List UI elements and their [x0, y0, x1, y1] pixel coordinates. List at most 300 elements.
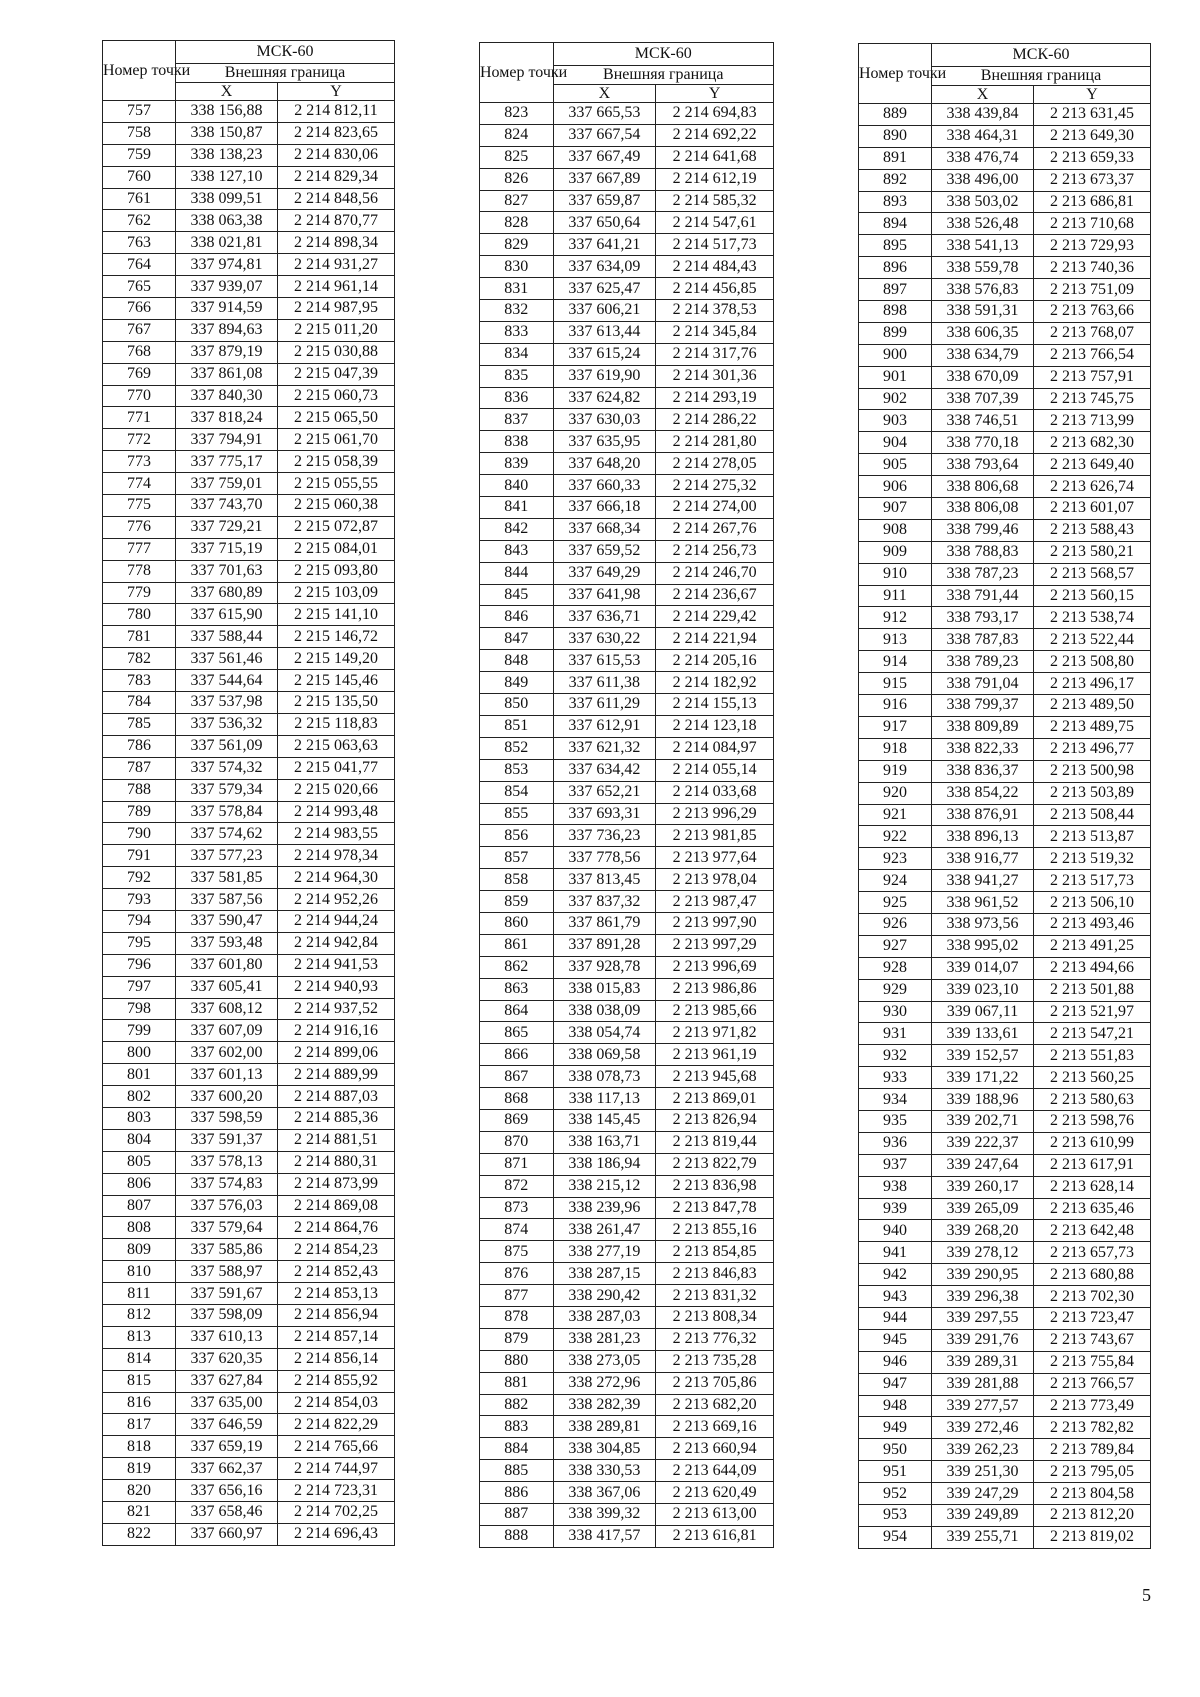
point-number-cell: 870	[480, 1131, 554, 1153]
x-coordinate-cell: 339 291,76	[932, 1329, 1034, 1351]
y-coordinate-cell: 2 214 931,27	[278, 254, 395, 276]
y-coordinate-cell: 2 215 060,38	[278, 495, 395, 517]
x-coordinate-cell: 337 598,09	[176, 1304, 278, 1326]
y-coordinate-cell: 2 213 812,20	[1034, 1505, 1151, 1527]
point-number-cell: 846	[480, 606, 554, 628]
y-coordinate-cell: 2 213 826,94	[656, 1109, 774, 1131]
x-coordinate-cell: 338 799,37	[932, 695, 1034, 717]
x-coordinate-cell: 338 099,51	[176, 188, 278, 210]
y-coordinate-cell: 2 213 521,97	[1034, 1001, 1151, 1023]
x-coordinate-cell: 339 290,95	[932, 1264, 1034, 1286]
y-coordinate-cell: 2 215 030,88	[278, 341, 395, 363]
x-coordinate-cell: 338 439,84	[932, 104, 1034, 126]
y-coordinate-cell: 2 214 829,34	[278, 166, 395, 188]
y-coordinate-cell: 2 214 281,80	[656, 431, 774, 453]
point-number-cell: 929	[859, 979, 932, 1001]
x-coordinate-cell: 338 063,38	[176, 210, 278, 232]
table-row	[103, 1064, 395, 1086]
table-row	[480, 1482, 774, 1504]
x-coordinate-cell: 338 541,13	[932, 235, 1034, 257]
x-coordinate-cell: 338 806,68	[932, 476, 1034, 498]
y-coordinate-cell: 2 214 267,76	[656, 518, 774, 540]
coordinates-table-1	[102, 40, 395, 1546]
table-row	[859, 541, 1151, 563]
table-row	[103, 232, 395, 254]
x-coordinate-cell: 338 916,77	[932, 848, 1034, 870]
header-boundary: Внешняя граница	[932, 67, 1151, 86]
x-coordinate-cell: 338 822,33	[932, 738, 1034, 760]
point-number-cell: 789	[103, 801, 176, 823]
point-number-cell: 884	[480, 1438, 554, 1460]
x-coordinate-cell: 338 770,18	[932, 432, 1034, 454]
point-number-cell: 824	[480, 124, 554, 146]
y-coordinate-cell: 2 213 489,50	[1034, 695, 1151, 717]
point-number-cell: 898	[859, 301, 932, 323]
point-number-cell: 953	[859, 1505, 932, 1527]
x-coordinate-cell: 337 659,52	[553, 540, 656, 562]
table-row	[859, 344, 1151, 366]
y-coordinate-cell: 2 213 560,25	[1034, 1067, 1151, 1089]
table-row	[480, 1263, 774, 1285]
x-coordinate-cell: 337 662,37	[176, 1458, 278, 1480]
table-row	[480, 1525, 774, 1547]
y-coordinate-cell: 2 214 484,43	[656, 256, 774, 278]
point-number-cell: 882	[480, 1394, 554, 1416]
table-row	[103, 341, 395, 363]
table-row	[103, 626, 395, 648]
point-number-cell: 798	[103, 998, 176, 1020]
y-coordinate-cell: 2 214 822,29	[278, 1414, 395, 1436]
y-coordinate-cell: 2 214 978,34	[278, 845, 395, 867]
point-number-cell: 915	[859, 673, 932, 695]
x-coordinate-cell: 339 152,57	[932, 1045, 1034, 1067]
x-coordinate-cell: 337 736,23	[553, 825, 656, 847]
point-number-cell: 931	[859, 1023, 932, 1045]
x-coordinate-cell: 338 289,81	[553, 1416, 656, 1438]
point-number-cell: 890	[859, 125, 932, 147]
table-row	[859, 870, 1151, 892]
table-row	[103, 801, 395, 823]
point-number-cell: 908	[859, 519, 932, 541]
y-coordinate-cell: 2 213 580,21	[1034, 541, 1151, 563]
table-row	[103, 1326, 395, 1348]
x-coordinate-cell: 337 778,56	[553, 847, 656, 869]
y-coordinate-cell: 2 214 301,36	[656, 365, 774, 387]
point-number-cell: 829	[480, 234, 554, 256]
table-row	[859, 1220, 1151, 1242]
table-row	[103, 1195, 395, 1217]
point-number-cell: 777	[103, 538, 176, 560]
table-row	[859, 1067, 1151, 1089]
y-coordinate-cell: 2 215 145,46	[278, 670, 395, 692]
y-coordinate-cell: 2 213 496,77	[1034, 738, 1151, 760]
table-row	[103, 363, 395, 385]
y-coordinate-cell: 2 214 983,55	[278, 823, 395, 845]
x-coordinate-cell: 337 928,78	[553, 956, 656, 978]
table-row	[859, 125, 1151, 147]
x-coordinate-cell: 337 813,45	[553, 869, 656, 891]
x-coordinate-cell: 338 707,39	[932, 388, 1034, 410]
y-coordinate-cell: 2 213 649,30	[1034, 125, 1151, 147]
y-coordinate-cell: 2 213 649,40	[1034, 454, 1151, 476]
x-coordinate-cell: 338 021,81	[176, 232, 278, 254]
point-number-cell: 906	[859, 476, 932, 498]
point-number-cell: 911	[859, 585, 932, 607]
point-number-cell: 831	[480, 278, 554, 300]
point-number-cell: 936	[859, 1132, 932, 1154]
table-row	[480, 518, 774, 540]
x-coordinate-cell: 339 272,46	[932, 1417, 1034, 1439]
y-coordinate-cell: 2 213 517,73	[1034, 870, 1151, 892]
table-row	[480, 978, 774, 1000]
y-coordinate-cell: 2 215 055,55	[278, 473, 395, 495]
point-number-cell: 935	[859, 1110, 932, 1132]
point-number-cell: 866	[480, 1044, 554, 1066]
y-coordinate-cell: 2 215 011,20	[278, 319, 395, 341]
y-coordinate-cell: 2 213 513,87	[1034, 826, 1151, 848]
point-number-cell: 891	[859, 147, 932, 169]
y-coordinate-cell: 2 213 500,98	[1034, 760, 1151, 782]
x-coordinate-cell: 337 630,22	[553, 628, 656, 650]
x-coordinate-cell: 339 014,07	[932, 957, 1034, 979]
y-coordinate-cell: 2 215 065,50	[278, 407, 395, 429]
table-row	[103, 1502, 395, 1524]
y-coordinate-cell: 2 214 941,53	[278, 954, 395, 976]
point-number-cell: 767	[103, 319, 176, 341]
y-coordinate-cell: 2 213 551,83	[1034, 1045, 1151, 1067]
x-coordinate-cell: 338 150,87	[176, 122, 278, 144]
point-number-cell: 772	[103, 429, 176, 451]
y-coordinate-cell: 2 214 952,26	[278, 889, 395, 911]
x-coordinate-cell: 338 799,46	[932, 519, 1034, 541]
point-number-cell: 838	[480, 431, 554, 453]
point-number-cell: 902	[859, 388, 932, 410]
x-coordinate-cell: 337 588,44	[176, 626, 278, 648]
x-coordinate-cell: 337 861,08	[176, 363, 278, 385]
x-coordinate-cell: 339 133,61	[932, 1023, 1034, 1045]
point-number-cell: 847	[480, 628, 554, 650]
point-number-cell: 833	[480, 321, 554, 343]
point-number-cell: 909	[859, 541, 932, 563]
table-row	[103, 670, 395, 692]
x-coordinate-cell: 339 247,29	[932, 1483, 1034, 1505]
table-row	[859, 848, 1151, 870]
table-row	[480, 737, 774, 759]
x-coordinate-cell: 337 743,70	[176, 495, 278, 517]
point-number-cell: 900	[859, 344, 932, 366]
point-number-cell: 764	[103, 254, 176, 276]
point-number-cell: 895	[859, 235, 932, 257]
point-number-cell: 888	[480, 1525, 554, 1547]
table-row	[103, 1151, 395, 1173]
x-coordinate-cell: 338 290,42	[553, 1285, 656, 1307]
point-number-cell: 927	[859, 935, 932, 957]
point-number-cell: 860	[480, 912, 554, 934]
y-coordinate-cell: 2 213 617,91	[1034, 1154, 1151, 1176]
point-number-cell: 821	[103, 1502, 176, 1524]
point-number-cell: 786	[103, 735, 176, 757]
table-row	[480, 431, 774, 453]
y-coordinate-cell: 2 213 836,98	[656, 1175, 774, 1197]
point-number-cell: 791	[103, 845, 176, 867]
point-number-cell: 859	[480, 891, 554, 913]
table-row	[480, 497, 774, 519]
table-row	[480, 1175, 774, 1197]
x-coordinate-cell: 337 636,71	[553, 606, 656, 628]
x-coordinate-cell: 338 995,02	[932, 935, 1034, 957]
coordinates-table-2	[479, 42, 774, 1548]
x-coordinate-cell: 337 591,37	[176, 1129, 278, 1151]
x-coordinate-cell: 337 894,63	[176, 319, 278, 341]
table-row	[859, 1176, 1151, 1198]
table-row	[480, 1066, 774, 1088]
point-number-cell: 768	[103, 341, 176, 363]
table-row	[859, 191, 1151, 213]
table-row	[103, 823, 395, 845]
table-row	[480, 168, 774, 190]
x-coordinate-cell: 339 067,11	[932, 1001, 1034, 1023]
y-coordinate-cell: 2 214 869,08	[278, 1195, 395, 1217]
point-number-cell: 788	[103, 779, 176, 801]
y-coordinate-cell: 2 213 869,01	[656, 1088, 774, 1110]
point-number-cell: 797	[103, 976, 176, 998]
point-number-cell: 873	[480, 1197, 554, 1219]
x-coordinate-cell: 337 578,13	[176, 1151, 278, 1173]
x-coordinate-cell: 338 261,47	[553, 1219, 656, 1241]
table-row	[480, 540, 774, 562]
point-number-cell: 904	[859, 432, 932, 454]
table-row	[480, 694, 774, 716]
table-row	[859, 432, 1151, 454]
table-row	[859, 1154, 1151, 1176]
point-number-cell: 759	[103, 144, 176, 166]
x-coordinate-cell: 337 939,07	[176, 276, 278, 298]
x-coordinate-cell: 337 574,62	[176, 823, 278, 845]
x-coordinate-cell: 338 961,52	[932, 892, 1034, 914]
point-number-cell: 804	[103, 1129, 176, 1151]
y-coordinate-cell: 2 213 626,74	[1034, 476, 1151, 498]
y-coordinate-cell: 2 213 702,30	[1034, 1286, 1151, 1308]
y-coordinate-cell: 2 214 856,94	[278, 1304, 395, 1326]
point-number-cell: 914	[859, 651, 932, 673]
y-coordinate-cell: 2 215 058,39	[278, 451, 395, 473]
point-number-cell: 782	[103, 648, 176, 670]
y-coordinate-cell: 2 215 061,70	[278, 429, 395, 451]
table-row	[103, 122, 395, 144]
y-coordinate-cell: 2 214 692,22	[656, 124, 774, 146]
table-row	[103, 1086, 395, 1108]
x-coordinate-cell: 337 635,00	[176, 1392, 278, 1414]
point-number-cell: 943	[859, 1286, 932, 1308]
x-coordinate-cell: 337 593,48	[176, 932, 278, 954]
table-row	[859, 738, 1151, 760]
table-row	[859, 322, 1151, 344]
point-number-cell: 771	[103, 407, 176, 429]
point-number-cell: 856	[480, 825, 554, 847]
table-row	[103, 1217, 395, 1239]
x-coordinate-cell: 337 601,80	[176, 954, 278, 976]
point-number-cell: 841	[480, 497, 554, 519]
x-coordinate-cell: 337 591,67	[176, 1283, 278, 1305]
point-number-cell: 917	[859, 716, 932, 738]
y-coordinate-cell: 2 213 680,88	[1034, 1264, 1151, 1286]
x-coordinate-cell: 339 278,12	[932, 1242, 1034, 1264]
y-coordinate-cell: 2 213 978,04	[656, 869, 774, 891]
table-row	[480, 562, 774, 584]
y-coordinate-cell: 2 213 723,47	[1034, 1307, 1151, 1329]
x-coordinate-cell: 337 590,47	[176, 910, 278, 932]
x-coordinate-cell: 338 038,09	[553, 1000, 656, 1022]
point-number-cell: 832	[480, 300, 554, 322]
x-coordinate-cell: 338 138,23	[176, 144, 278, 166]
point-number-cell: 816	[103, 1392, 176, 1414]
x-coordinate-cell: 338 791,44	[932, 585, 1034, 607]
x-coordinate-cell: 337 624,82	[553, 387, 656, 409]
table-row	[480, 387, 774, 409]
y-coordinate-cell: 2 214 345,84	[656, 321, 774, 343]
x-coordinate-cell: 337 605,41	[176, 976, 278, 998]
point-number-cell: 913	[859, 629, 932, 651]
point-number-cell: 758	[103, 122, 176, 144]
point-number-cell: 842	[480, 518, 554, 540]
y-coordinate-cell: 2 215 093,80	[278, 560, 395, 582]
y-coordinate-cell: 2 214 246,70	[656, 562, 774, 584]
y-coordinate-cell: 2 215 149,20	[278, 648, 395, 670]
x-coordinate-cell: 337 665,53	[553, 103, 656, 125]
point-number-cell: 837	[480, 409, 554, 431]
x-coordinate-cell: 337 974,81	[176, 254, 278, 276]
y-coordinate-cell: 2 213 945,68	[656, 1066, 774, 1088]
x-coordinate-cell: 337 608,12	[176, 998, 278, 1020]
table-row	[103, 582, 395, 604]
y-coordinate-cell: 2 214 274,00	[656, 497, 774, 519]
x-coordinate-cell: 338 806,08	[932, 498, 1034, 520]
x-coordinate-cell: 338 272,96	[553, 1372, 656, 1394]
y-coordinate-cell: 2 213 996,29	[656, 803, 774, 825]
x-coordinate-cell: 337 630,03	[553, 409, 656, 431]
x-coordinate-cell: 337 587,56	[176, 889, 278, 911]
point-number-cell: 778	[103, 560, 176, 582]
x-coordinate-cell: 337 667,49	[553, 146, 656, 168]
x-coordinate-cell: 337 536,32	[176, 713, 278, 735]
x-coordinate-cell: 337 615,90	[176, 604, 278, 626]
table-row	[480, 1109, 774, 1131]
table-row	[859, 695, 1151, 717]
table-row	[103, 692, 395, 714]
table-row	[480, 759, 774, 781]
point-number-cell: 760	[103, 166, 176, 188]
table-row	[103, 1523, 395, 1545]
table-row	[859, 826, 1151, 848]
y-coordinate-cell: 2 214 854,23	[278, 1239, 395, 1261]
table-row	[859, 1110, 1151, 1132]
x-coordinate-cell: 339 260,17	[932, 1176, 1034, 1198]
x-coordinate-cell: 338 787,83	[932, 629, 1034, 651]
point-number-cell: 757	[103, 101, 176, 123]
y-coordinate-cell: 2 213 782,82	[1034, 1417, 1151, 1439]
x-coordinate-cell: 338 117,13	[553, 1088, 656, 1110]
y-coordinate-cell: 2 213 588,43	[1034, 519, 1151, 541]
x-coordinate-cell: 337 600,20	[176, 1086, 278, 1108]
point-number-cell: 877	[480, 1285, 554, 1307]
x-coordinate-cell: 337 759,01	[176, 473, 278, 495]
table-row	[859, 1483, 1151, 1505]
table-row	[480, 628, 774, 650]
y-coordinate-cell: 2 214 378,53	[656, 300, 774, 322]
point-number-cell: 818	[103, 1436, 176, 1458]
y-coordinate-cell: 2 213 743,67	[1034, 1329, 1151, 1351]
x-coordinate-cell: 338 239,96	[553, 1197, 656, 1219]
y-coordinate-cell: 2 213 620,49	[656, 1482, 774, 1504]
table-row	[859, 1242, 1151, 1264]
table-row	[103, 932, 395, 954]
table-row	[103, 889, 395, 911]
point-number-cell: 857	[480, 847, 554, 869]
point-number-cell: 811	[103, 1283, 176, 1305]
x-coordinate-cell: 338 330,53	[553, 1460, 656, 1482]
table-row	[859, 629, 1151, 651]
x-coordinate-cell: 338 281,23	[553, 1328, 656, 1350]
table-row	[859, 1505, 1151, 1527]
point-number-cell: 765	[103, 276, 176, 298]
point-number-cell: 896	[859, 257, 932, 279]
point-number-cell: 946	[859, 1351, 932, 1373]
table-row	[480, 256, 774, 278]
y-coordinate-cell: 2 213 977,64	[656, 847, 774, 869]
y-coordinate-cell: 2 213 847,78	[656, 1197, 774, 1219]
y-coordinate-cell: 2 214 852,43	[278, 1261, 395, 1283]
table-row	[480, 1153, 774, 1175]
table-row	[480, 1000, 774, 1022]
header-x: X	[932, 86, 1034, 104]
y-coordinate-cell: 2 213 996,69	[656, 956, 774, 978]
table-row	[480, 1285, 774, 1307]
table-row	[480, 1372, 774, 1394]
x-coordinate-cell: 338 503,02	[932, 191, 1034, 213]
point-number-cell: 868	[480, 1088, 554, 1110]
y-coordinate-cell: 2 214 612,19	[656, 168, 774, 190]
point-number-cell: 776	[103, 516, 176, 538]
table-row	[103, 845, 395, 867]
x-coordinate-cell: 338 591,31	[932, 301, 1034, 323]
header-coordinate-system: МСК-60	[553, 43, 774, 66]
point-number-cell: 921	[859, 804, 932, 826]
point-number-cell: 851	[480, 715, 554, 737]
x-coordinate-cell: 339 289,31	[932, 1351, 1034, 1373]
point-number-cell: 850	[480, 694, 554, 716]
table-row	[480, 146, 774, 168]
x-coordinate-cell: 339 023,10	[932, 979, 1034, 1001]
table-row	[859, 563, 1151, 585]
point-number-cell: 763	[103, 232, 176, 254]
y-coordinate-cell: 2 213 855,16	[656, 1219, 774, 1241]
point-number-cell: 907	[859, 498, 932, 520]
point-number-cell: 809	[103, 1239, 176, 1261]
point-number-cell: 933	[859, 1067, 932, 1089]
y-coordinate-cell: 2 213 819,02	[1034, 1526, 1151, 1548]
x-coordinate-cell: 337 634,09	[553, 256, 656, 278]
y-coordinate-cell: 2 214 547,61	[656, 212, 774, 234]
point-number-cell: 871	[480, 1153, 554, 1175]
point-number-cell: 918	[859, 738, 932, 760]
table-row	[103, 735, 395, 757]
point-number-cell: 954	[859, 1526, 932, 1548]
x-coordinate-cell: 337 611,38	[553, 672, 656, 694]
table-row	[480, 475, 774, 497]
y-coordinate-cell: 2 215 141,10	[278, 604, 395, 626]
point-number-cell: 934	[859, 1089, 932, 1111]
point-number-cell: 883	[480, 1416, 554, 1438]
